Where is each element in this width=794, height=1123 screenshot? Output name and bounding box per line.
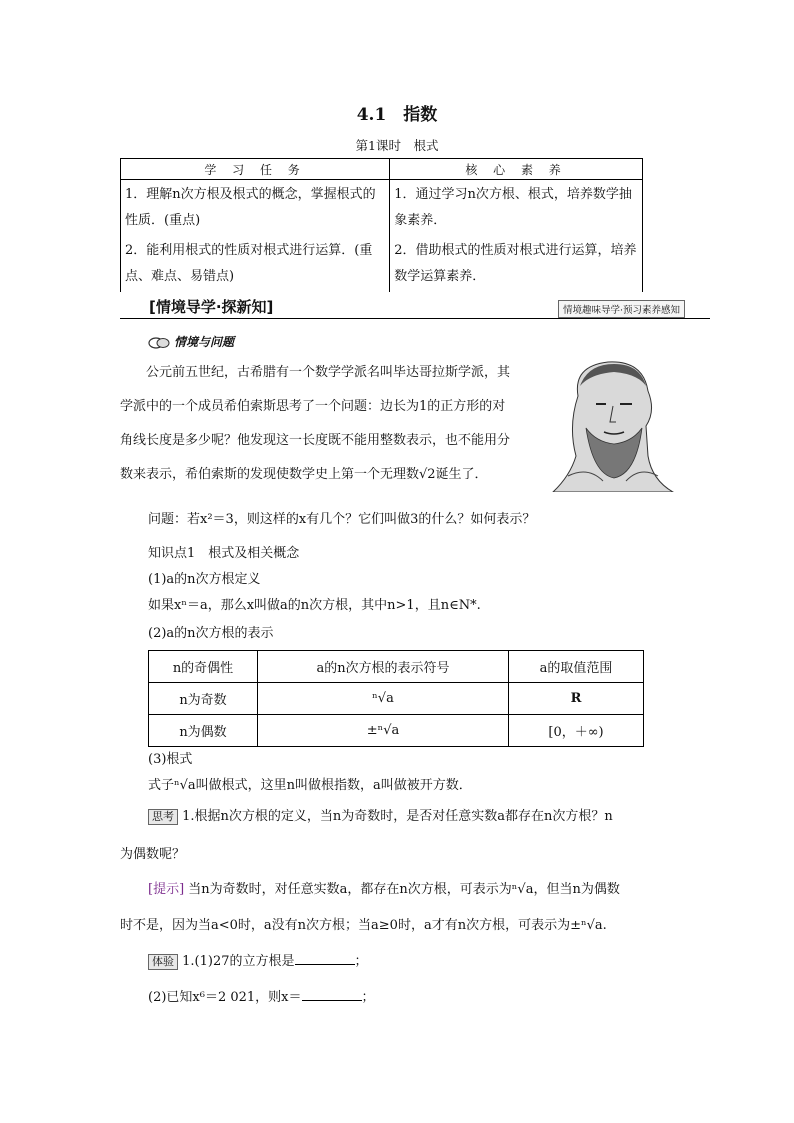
page-title: 4.1 指数 <box>356 105 438 125</box>
scenario-label <box>148 333 234 350</box>
table-header-cell: n的奇偶性 <box>149 651 258 683</box>
think-question: 1.根据n次方根的定义，当n为奇数时，是否对任意实数a都存在n次方根？n <box>182 809 613 824</box>
definition-text: 如果xⁿ＝a，那么x叫做a的n次方根，其中n>1，且n∈N*. <box>148 598 481 613</box>
think-badge: 思考 <box>148 809 178 825</box>
learning-task-table <box>120 158 643 292</box>
exercise-q1-end: ； <box>354 954 368 969</box>
answer-blank[interactable] <box>295 964 355 965</box>
table-row <box>149 715 644 747</box>
task-header-right: 核 心 素 养 <box>390 159 643 180</box>
think-line-1 <box>148 805 613 825</box>
answer-blank[interactable] <box>302 1000 362 1001</box>
exercise-q2-end: ； <box>361 990 375 1005</box>
intro-paragraph <box>120 356 540 492</box>
nth-root-table <box>148 650 644 747</box>
radical-heading: (3)根式 <box>148 752 193 767</box>
table-header-cell: a的取值范围 <box>509 651 644 683</box>
hint-text: 当n为奇数时，对任意实数a，都存在n次方根，可表示为ⁿ√a，但当n为偶数 <box>188 882 620 897</box>
knowledge-heading: 知识点1 根式及相关概念 <box>148 546 300 561</box>
hint-label: [提示] <box>148 882 185 897</box>
section-tag: 情境趣味导学·预习素养感知 <box>558 300 685 318</box>
hint-line-2: 时不是，因为当a<0时，a没有n次方根；当a≥0时，a才有n次方根，可表示为±ⁿ√a. <box>120 918 607 933</box>
table-cell: ⁿ√a <box>258 683 509 715</box>
exercise-badge: 体验 <box>148 954 178 970</box>
hint-line-1 <box>148 878 620 897</box>
think-line-2: 为偶数呢？ <box>120 847 186 862</box>
task-cell: 2．能利用根式的性质对根式进行运算．(重点、难点、易错点) <box>121 236 390 292</box>
table-row <box>149 683 644 715</box>
task-header-left: 学 习 任 务 <box>121 159 390 180</box>
lesson-subtitle: 第1课时 根式 <box>355 138 439 153</box>
exercise-line-2 <box>148 986 375 1005</box>
intro-line: 角线长度是多少呢？他发现这一长度既不能用整数表示，也不能用分 <box>120 433 511 448</box>
table-cell: n为偶数 <box>149 715 258 747</box>
exercise-question-2: (2)已知x⁶＝2 021，则x＝ <box>148 990 302 1005</box>
intro-question: 问题：若x²＝3，则这样的x有几个？它们叫做3的什么？如何表示？ <box>148 512 536 527</box>
intro-line: 公元前五世纪，古希腊有一个数学学派名叫毕达哥拉斯学派，其 <box>146 365 511 380</box>
table-cell: n为奇数 <box>149 683 258 715</box>
intro-line: 学派中的一个成员希伯索斯思考了一个问题：边长为1的正方形的对 <box>120 399 506 414</box>
intro-line: 数来表示，希伯索斯的发现使数学史上第一个无理数√2诞生了． <box>120 467 488 482</box>
table-row <box>149 651 644 683</box>
definition-heading: (1)a的n次方根定义 <box>148 572 261 587</box>
pythagoras-portrait-image <box>548 356 678 492</box>
table-cell: R <box>509 683 644 715</box>
section-divider <box>120 318 710 319</box>
task-cell: 1．通过学习n次方根、根式，培养数学抽象素养． <box>390 180 643 237</box>
task-cell: 2．借助根式的性质对根式进行运算，培养数学运算素养． <box>390 236 643 292</box>
table-cell: ±ⁿ√a <box>258 715 509 747</box>
section-title: [情境导学·探新知] <box>149 298 274 316</box>
representation-heading: (2)a的n次方根的表示 <box>148 626 274 641</box>
table-cell: [0，＋∞) <box>509 715 644 747</box>
scenario-label-text: 情境与问题 <box>174 335 235 349</box>
task-cell: 1．理解n次方根及根式的概念，掌握根式的性质．(重点) <box>121 180 390 237</box>
exercise-question-1: 1.(1)27的立方根是 <box>182 954 295 969</box>
table-header-cell: a的n次方根的表示符号 <box>258 651 509 683</box>
chat-icon <box>148 337 170 349</box>
radical-text: 式子ⁿ√a叫做根式，这里n叫做根指数，a叫做被开方数． <box>148 778 472 793</box>
exercise-line-1 <box>148 950 368 970</box>
